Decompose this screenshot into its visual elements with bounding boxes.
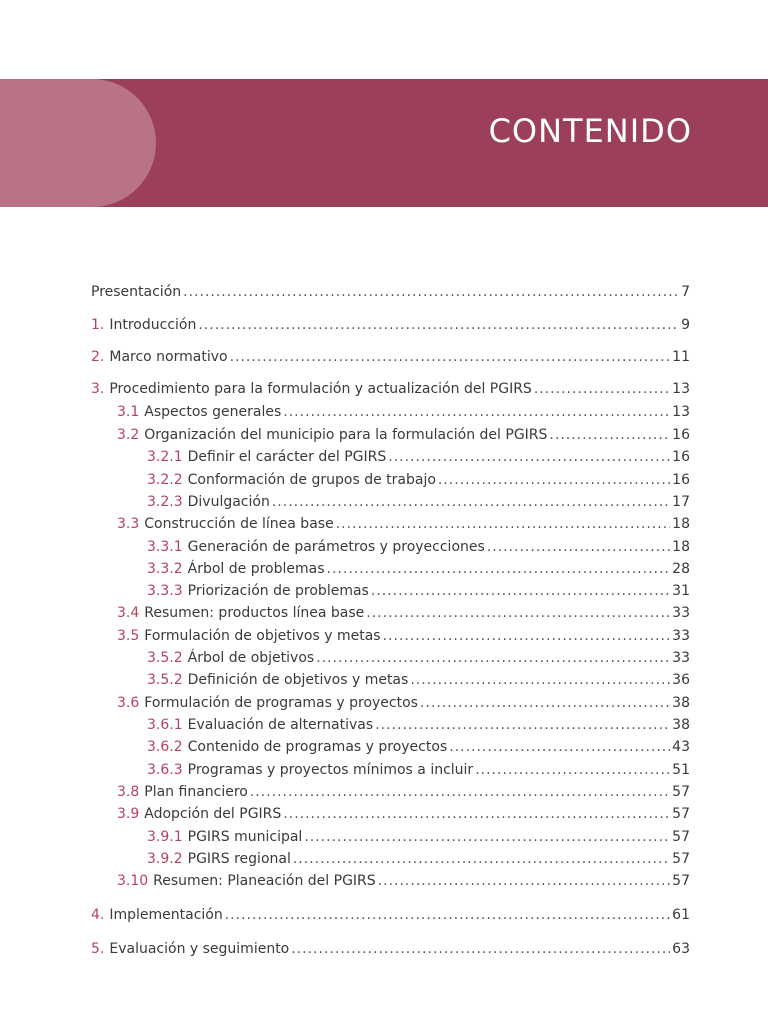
toc-leader-dots (383, 625, 671, 647)
toc-entry (147, 669, 690, 691)
toc-leader-dots (183, 281, 679, 303)
toc-entry (117, 692, 690, 714)
toc-leader-dots (375, 714, 670, 736)
toc-entry-title: Priorización de problemas (187, 583, 369, 599)
toc-entry-title: PGIRS municipal (187, 829, 303, 845)
toc-entry-title: Implementación (109, 907, 223, 923)
toc-entry-number: 4. (91, 907, 105, 923)
toc-entry (147, 491, 690, 513)
toc-entry-page-number: 16 (672, 472, 690, 488)
toc-entry (91, 346, 690, 368)
toc-leader-dots (283, 803, 670, 825)
toc-entry-page-number: 57 (672, 829, 690, 845)
toc-entry-number: 3.3.2 (147, 561, 183, 577)
toc-entry-page-number: 36 (672, 672, 690, 688)
toc-entry (91, 938, 690, 960)
toc-entry-number: 3.2.2 (147, 472, 183, 488)
toc-entry-page-number: 16 (672, 427, 690, 443)
toc-entry-page-number: 57 (672, 873, 690, 889)
toc-leader-dots (336, 513, 670, 535)
toc-entry-number: 3.6.3 (147, 762, 183, 778)
toc-entry-page-number: 33 (672, 605, 690, 621)
toc-entry-page-number: 11 (672, 349, 690, 365)
toc-entry (147, 759, 690, 781)
toc-leader-dots (410, 669, 670, 691)
toc-entry-page-number: 33 (672, 628, 690, 644)
toc-entry-number: 3.9.1 (147, 829, 183, 845)
toc-entry (117, 401, 690, 423)
toc-entry-page-number: 57 (672, 806, 690, 822)
toc-entry-title: Procedimiento para la formulación y actualización del PGIRS (109, 381, 532, 397)
toc-entry-number: 3.4 (117, 605, 140, 621)
toc-entry-number: 1. (91, 317, 105, 333)
toc-leader-dots (438, 469, 670, 491)
toc-leader-dots (291, 938, 670, 960)
toc-entry (147, 826, 690, 848)
toc-entry-title: Plan financiero (144, 784, 248, 800)
toc-entry-number: 3.3 (117, 516, 140, 532)
toc-entry-page-number: 28 (672, 561, 690, 577)
toc-entry-title: Aspectos generales (144, 404, 282, 420)
toc-entry-page-number: 38 (672, 717, 690, 733)
toc-entry-title: Definir el carácter del PGIRS (187, 449, 387, 465)
toc-entry-number: 3.5 (117, 628, 140, 644)
toc-entry-title: Resumen: productos línea base (144, 605, 365, 621)
toc-entry-page-number: 18 (672, 539, 690, 555)
toc-entry-title: Conformación de grupos de trabajo (187, 472, 436, 488)
toc-leader-dots (250, 781, 670, 803)
toc-entry (117, 870, 690, 892)
toc-entry-page-number: 38 (672, 695, 690, 711)
toc-entry (117, 513, 690, 535)
toc-leader-dots (475, 759, 670, 781)
toc-entry-title: Contenido de programas y proyectos (187, 739, 448, 755)
toc-entry-page-number: 57 (672, 851, 690, 867)
toc-leader-dots (198, 314, 679, 336)
toc-entry-title: Adopción del PGIRS (144, 806, 282, 822)
toc-entry-number: 3.6 (117, 695, 140, 711)
toc-entry (117, 803, 690, 825)
toc-entry-title: Árbol de problemas (187, 561, 325, 577)
toc-entry-page-number: 17 (672, 494, 690, 510)
toc-entry-title: Presentación (91, 284, 182, 300)
toc-entry (147, 848, 690, 870)
toc-entry-number: 3.10 (117, 873, 149, 889)
toc-entry-page-number: 13 (672, 404, 690, 420)
toc-entry-title: Organización del municipio para la formulación del PGIRS (144, 427, 548, 443)
toc-entry (91, 314, 690, 336)
toc-entry (147, 647, 690, 669)
toc-leader-dots (449, 736, 670, 758)
toc-entry (117, 424, 690, 446)
toc-entry-number: 3.9 (117, 806, 140, 822)
toc-entry-title: Programas y proyectos mínimos a incluir (187, 762, 474, 778)
toc-leader-dots (316, 647, 670, 669)
toc-entry-page-number: 7 (681, 284, 690, 300)
toc-entry-number: 3.1 (117, 404, 140, 420)
toc-entry-title: Formulación de programas y proyectos (144, 695, 418, 711)
toc-leader-dots (378, 870, 671, 892)
toc-entry (147, 469, 690, 491)
toc-leader-dots (293, 848, 670, 870)
toc-entry-title: Marco normativo (109, 349, 228, 365)
toc-leader-dots (304, 826, 670, 848)
toc-entry-page-number: 51 (672, 762, 690, 778)
toc-entry-number: 3.6.2 (147, 739, 183, 755)
toc-leader-dots (420, 692, 670, 714)
toc-entry-page-number: 13 (672, 381, 690, 397)
banner-decorative-shape (0, 79, 156, 207)
toc-entry-number: 3.5.2 (147, 650, 183, 666)
toc-entry-title: Evaluación y seguimiento (109, 941, 290, 957)
toc-entry (147, 446, 690, 468)
toc-entry (117, 781, 690, 803)
toc-entry-title: Formulación de objetivos y metas (144, 628, 381, 644)
toc-entry (147, 580, 690, 602)
toc-leader-dots (487, 536, 670, 558)
page-title: CONTENIDO (488, 112, 692, 150)
toc-entry-title: Resumen: Planeación del PGIRS (153, 873, 376, 889)
toc-entry-page-number: 9 (681, 317, 690, 333)
toc-leader-dots (225, 904, 670, 926)
toc-entry (147, 714, 690, 736)
toc-entry-number: 3.2 (117, 427, 140, 443)
toc-entry-title: PGIRS regional (187, 851, 291, 867)
toc-entry-number: 3.9.2 (147, 851, 183, 867)
toc-leader-dots (371, 580, 670, 602)
toc-entry-title: Introducción (109, 317, 197, 333)
toc-entry-page-number: 63 (672, 941, 690, 957)
toc-entry (91, 904, 690, 926)
toc-entry-title: Definición de objetivos y metas (187, 672, 409, 688)
toc-entry-number: 2. (91, 349, 105, 365)
toc-leader-dots (549, 424, 670, 446)
toc-entry-title: Generación de parámetros y proyecciones (187, 539, 485, 555)
toc-leader-dots (366, 602, 670, 624)
toc-entry (117, 602, 690, 624)
toc-entry-page-number: 43 (672, 739, 690, 755)
toc-entry-number: 3.2.3 (147, 494, 183, 510)
toc-entry (91, 378, 690, 400)
toc-entry-number: 3.5.2 (147, 672, 183, 688)
toc-leader-dots (327, 558, 671, 580)
toc-entry (147, 536, 690, 558)
toc-entry-title: Evaluación de alternativas (187, 717, 374, 733)
toc-entry (147, 736, 690, 758)
toc-entry-number: 3.3.3 (147, 583, 183, 599)
toc-entry-title: Construcción de línea base (144, 516, 334, 532)
toc-entry-number: 3.2.1 (147, 449, 183, 465)
toc-leader-dots (388, 446, 670, 468)
toc-entry-page-number: 31 (672, 583, 690, 599)
toc-entry-page-number: 61 (672, 907, 690, 923)
toc-leader-dots (534, 378, 670, 400)
toc-entry-page-number: 57 (672, 784, 690, 800)
toc-entry-number: 5. (91, 941, 105, 957)
toc-entry-page-number: 33 (672, 650, 690, 666)
toc-entry (117, 625, 690, 647)
toc-entry-title: Divulgación (187, 494, 270, 510)
toc-entry-page-number: 18 (672, 516, 690, 532)
toc-entry-number: 3.8 (117, 784, 140, 800)
toc-leader-dots (230, 346, 671, 368)
toc-entry-number: 3.6.1 (147, 717, 183, 733)
toc-entry-title: Árbol de objetivos (187, 650, 315, 666)
toc-leader-dots (283, 401, 670, 423)
toc-entry-page-number: 16 (672, 449, 690, 465)
toc-entry-number: 3.3.1 (147, 539, 183, 555)
toc-entry (91, 281, 690, 303)
toc-entry-number: 3. (91, 381, 105, 397)
toc-entry (147, 558, 690, 580)
toc-leader-dots (272, 491, 670, 513)
